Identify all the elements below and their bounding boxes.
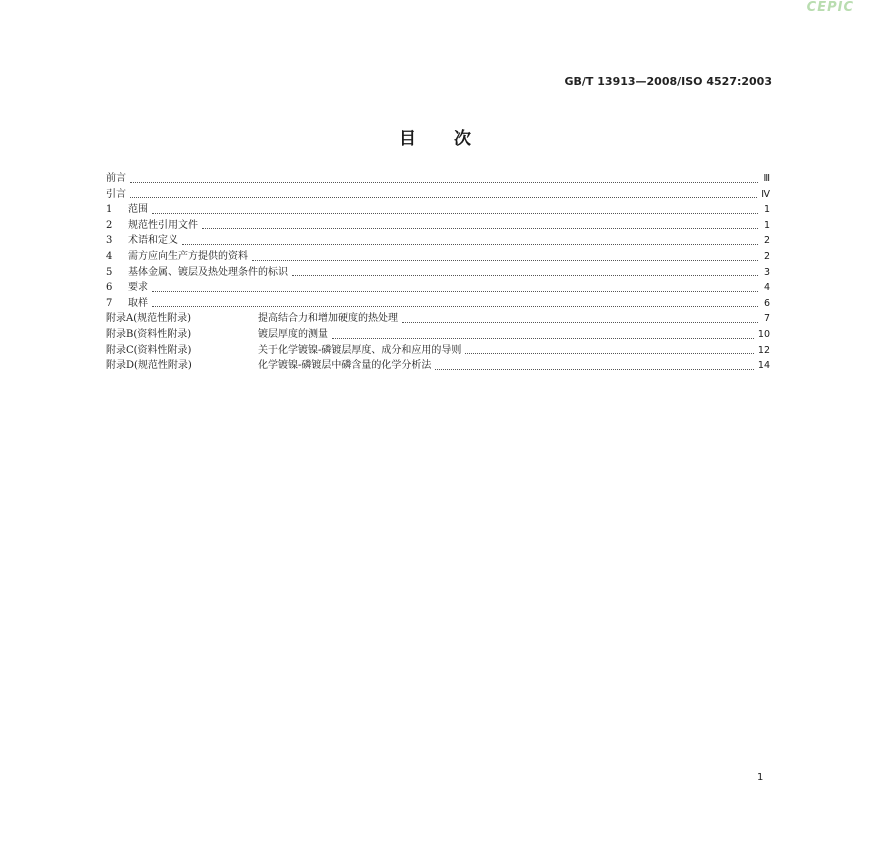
toc-entry-sampling[interactable] [106,296,770,312]
toc-entry-designation[interactable] [106,265,770,281]
toc-entry-number: 3 [106,235,113,247]
toc-entry-normative-references[interactable] [106,218,770,234]
toc-entry-title: 取样 [128,297,148,309]
toc-entry-annex-prefix: 附录C(资料性附录) [106,344,192,356]
toc-entry-label [106,233,178,249]
toc-entry-page: 3 [763,266,770,278]
toc-entry-title: 化学镀镍-磷镀层中磷含量的化学分析法 [258,360,432,372]
toc-title: 目次 [399,129,509,149]
toc-entry-scope[interactable] [106,202,770,218]
standard-number: GB/T 13913—2008/ISO 4527:2003 [564,75,772,88]
toc-entry-page: 10 [757,328,770,340]
toc-entry-page: 6 [763,297,770,309]
toc-entry-requirements[interactable] [106,280,770,296]
toc-entry-label [106,311,398,327]
toc-entry-page: 1 [763,204,770,216]
toc-entry-label [106,249,248,265]
toc-entry-annex-prefix: 附录A(规范性附录) [106,313,192,325]
toc-entry-title: 需方应向生产方提供的资料 [128,250,248,262]
toc-entry-annex-d[interactable] [106,358,770,374]
toc-entry-label [106,280,148,296]
dot-leader [202,228,758,229]
toc-entry-label [106,327,328,343]
dot-leader [292,275,758,276]
cepic-watermark-logo: CEPIC [806,0,854,15]
dot-leader [152,291,758,292]
toc-entry-label [106,358,431,374]
toc-entry-page: 12 [757,344,770,356]
dot-leader [252,260,758,261]
dot-leader [332,338,754,339]
toc-entry-number: 4 [106,250,113,262]
toc-entry-terms-definitions[interactable] [106,233,770,249]
toc-entry-annex-a[interactable] [106,311,770,327]
toc-entry-annex-c[interactable] [106,343,770,359]
toc-entry-annex-b[interactable] [106,327,770,343]
toc-entry-page: Ⅲ [763,173,770,184]
toc-entry-title: 规范性引用文件 [128,219,198,231]
toc-entry-title: 基体金属、镀层及热处理条件的标识 [128,266,288,278]
toc-entry-title: 镀层厚度的测量 [258,328,328,340]
toc-entry-title: 要求 [128,282,148,294]
toc-entry-page: 2 [763,235,770,247]
dot-leader [435,369,754,370]
toc-entry-page: 1 [763,219,770,231]
toc-entry-title: 提高结合力和增加硬度的热处理 [258,313,398,325]
dot-leader [130,182,758,183]
dot-leader [402,322,758,323]
toc-entry-label [106,265,288,281]
toc-entry-page: 4 [763,282,770,294]
toc-entry-number: 1 [106,204,113,216]
dot-leader [152,306,758,307]
toc-entry-page: Ⅳ [761,188,770,200]
toc-entry-title: 前言 [106,173,126,184]
toc-entry-number: 5 [106,266,113,278]
toc-entry-title: 术语和定义 [128,235,178,247]
toc-entry-label [106,171,126,187]
dot-leader [152,213,758,214]
page-number: 1 [757,772,764,783]
toc-entry-annex-prefix: 附录B(资料性附录) [106,328,192,340]
toc-entry-number: 6 [106,282,113,294]
toc-entry-label [106,296,148,312]
dot-leader [130,197,757,198]
toc-entry-title: 引言 [106,188,126,200]
toc-entry-title: 关于化学镀镍-磷镀层厚度、成分和应用的导则 [258,344,462,356]
table-of-contents [106,171,770,374]
toc-entry-purchaser-information[interactable] [106,249,770,265]
toc-entry-page: 7 [763,313,770,325]
toc-entry-introduction[interactable] [106,187,770,203]
dot-leader [465,353,754,354]
toc-entry-foreword[interactable] [106,171,770,187]
toc-entry-title: 范围 [128,204,148,216]
toc-entry-label [106,343,461,359]
toc-entry-page: 14 [757,360,770,372]
toc-entry-label [106,187,126,203]
toc-entry-number: 2 [106,219,113,231]
dot-leader [182,244,758,245]
toc-entry-label [106,202,148,218]
toc-entry-page: 2 [763,250,770,262]
toc-entry-annex-prefix: 附录D(规范性附录) [106,360,192,372]
toc-entry-number: 7 [106,297,113,309]
toc-entry-label [106,218,198,234]
